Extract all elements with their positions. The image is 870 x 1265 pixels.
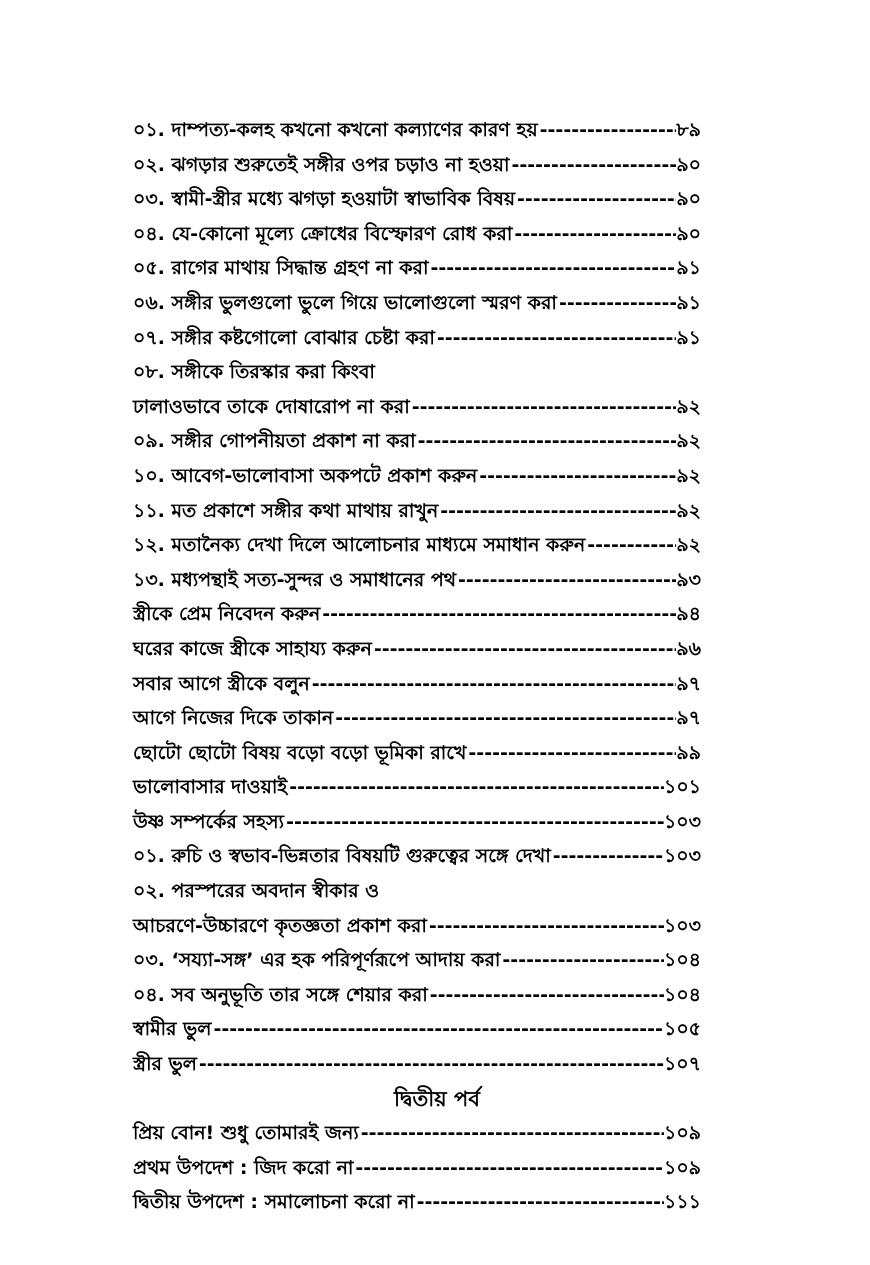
toc-entry-page: ৯১	[676, 257, 701, 280]
dot-leader	[416, 424, 677, 459]
dot-leader	[287, 770, 664, 805]
toc-entry-page: ৯৯	[676, 741, 701, 764]
toc-entry-title: ০৫. রাগের মাথায় সিদ্ধান্ত গ্রহণ না করা	[133, 257, 429, 280]
toc-entry-page: ৯৪	[676, 603, 701, 626]
toc-entry-page: ৯০	[676, 222, 701, 245]
toc-entry-title: ছোটো ছোটো বিষয় বড়ো বড়ো ভূমিকা রাখে	[133, 741, 467, 764]
toc-entry[interactable]	[133, 978, 701, 1013]
toc-entry-page: ৯৩	[676, 568, 701, 591]
dot-leader	[427, 909, 664, 944]
toc-entry[interactable]	[133, 597, 701, 632]
toc-entry-title: স্বামীর ভুল	[133, 1018, 212, 1041]
toc-entry-title: ০১. রুচি ও স্বভাব-ভিন্নতার বিষয়টি গুরুত্বের সঙ্গে দেখা	[133, 845, 551, 868]
toc-entry-title: ০৩. স্বামী-স্ত্রীর মধ্যে ঝগড়া হওয়াটা স্বাভাবিক বিষয়	[133, 188, 516, 211]
dot-leader	[500, 943, 664, 978]
dot-leader	[585, 528, 676, 563]
section-heading: দ্বিতীয় পর্ব	[394, 1086, 480, 1111]
toc-entry-title: ০৬. সঙ্গীর ভুলগুলো ভুলে গিয়ে ভালোগুলো স্মরণ করা	[133, 291, 557, 314]
toc-entry-page: ১০৪	[663, 983, 701, 1006]
toc-entry[interactable]	[133, 770, 701, 805]
toc-entry[interactable]	[133, 321, 701, 356]
toc-entry[interactable]	[133, 459, 701, 494]
toc-entry-page: ৯৭	[676, 672, 701, 695]
table-of-contents	[133, 113, 701, 1220]
dot-leader	[538, 113, 677, 148]
dot-leader	[353, 1151, 664, 1186]
dot-leader	[510, 148, 677, 183]
toc-entry-page: ১০৩	[663, 845, 701, 868]
toc-entry[interactable]	[133, 632, 701, 667]
dot-leader	[477, 459, 676, 494]
dot-leader	[310, 667, 677, 702]
toc-entry-page: ৯৬	[676, 637, 701, 660]
dot-leader	[456, 563, 676, 598]
dot-leader	[557, 286, 676, 321]
toc-entry[interactable]	[133, 390, 701, 425]
toc-entry-page: ৯২	[676, 464, 701, 487]
dot-leader	[333, 701, 676, 736]
toc-entry-page: ১১১	[664, 1191, 701, 1214]
toc-entry-title: ০৯. সঙ্গীর গোপনীয়তা প্রকাশ না করা	[133, 430, 416, 453]
toc-entry-title: স্ত্রীকে প্রেম নিবেদন করুন	[133, 603, 321, 626]
dot-leader	[466, 736, 676, 771]
toc-entry-page: ১০৯	[663, 1122, 701, 1145]
toc-entry[interactable]	[133, 667, 701, 702]
dot-leader	[415, 1185, 664, 1220]
toc-entry[interactable]	[133, 1185, 701, 1220]
toc-entry[interactable]	[133, 251, 701, 286]
toc-entry-title: দ্বিতীয় উপদেশ : সমালোচনা করো না	[133, 1191, 415, 1214]
toc-entry-title: ১০. আবেগ-ভালোবাসা অকপটে প্রকাশ করুন	[133, 464, 478, 487]
dot-leader	[512, 217, 676, 252]
toc-entry-page: ৯২	[676, 534, 701, 557]
toc-entry-title: ১৩. মধ্যপন্থাই সত্য-সুন্দর ও সমাধানের পথ	[133, 568, 457, 591]
dot-leader	[435, 321, 676, 356]
dot-leader	[372, 632, 676, 667]
toc-entry-page: ১০৩	[663, 914, 701, 937]
dot-leader	[428, 978, 664, 1013]
toc-entry-title: আগে নিজের দিকে তাকান	[133, 707, 334, 730]
toc-entry-page: ৯১	[676, 291, 701, 314]
toc-entry-page: ১০৭	[663, 1053, 701, 1076]
toc-entry-title: ০৭. সঙ্গীর কষ্টগোলো বোঝার চেষ্টা করা	[133, 326, 435, 349]
toc-entry[interactable]	[133, 148, 701, 183]
toc-entry-title: ০৪. সব অনুভূতি তার সঙ্গে শেয়ার করা	[133, 983, 428, 1006]
toc-entry[interactable]	[133, 701, 701, 736]
toc-entry-title-first-line[interactable]: ০৮. সঙ্গীকে তিরস্কার করা কিংবা	[133, 361, 375, 384]
toc-entry-title: স্ত্রীর ভুল	[133, 1053, 197, 1076]
toc-entry-page: ৯২	[676, 430, 701, 453]
dot-leader	[359, 1116, 664, 1151]
toc-entry[interactable]	[133, 943, 701, 978]
toc-entry-title: ঢালাওভাবে তাকে দোষারোপ না করা	[133, 395, 410, 418]
toc-entry-title: ১২. মতানৈক্য দেখা দিলে আলোচনার মাধ্যমে সমাধান করুন	[133, 534, 586, 557]
toc-entry[interactable]	[133, 286, 701, 321]
toc-entry-page: ১০১	[663, 776, 701, 799]
dot-leader	[410, 390, 677, 425]
toc-entry[interactable]	[133, 1116, 701, 1151]
toc-entry-page: ১০৯	[663, 1156, 701, 1179]
toc-entry-page: ৯০	[676, 188, 701, 211]
toc-entry[interactable]	[133, 113, 701, 148]
toc-entry-title: প্রথম উপদেশ : জিদ করো না	[133, 1156, 354, 1179]
toc-entry[interactable]	[133, 528, 701, 563]
toc-entry-title: ভালোবাসার দাওয়াই	[133, 776, 288, 799]
toc-entry-page: ৯৭	[676, 707, 701, 730]
toc-entry[interactable]	[133, 1151, 701, 1186]
toc-entry[interactable]	[133, 563, 701, 598]
toc-entry-page: ১০৫	[663, 1018, 701, 1041]
toc-entry-title: উষ্ণ সম্পর্কের সহস্য	[133, 810, 285, 833]
toc-entry-title: প্রিয় বোন! শুধু তোমারই জন্য	[133, 1122, 359, 1145]
toc-entry-title: ১১. মত প্রকাশে সঙ্গীর কথা মাথায় রাখুন	[133, 499, 439, 522]
toc-entry[interactable]	[133, 182, 701, 217]
toc-entry-title: ০২. ঝগড়ার শুরুতেই সঙ্গীর ওপর চড়াও না হওয়া	[133, 153, 510, 176]
toc-entry[interactable]	[133, 909, 701, 944]
toc-entry-page: ৯১	[676, 326, 701, 349]
dot-leader	[515, 182, 676, 217]
toc-entry[interactable]	[133, 424, 701, 459]
dot-leader	[197, 1047, 664, 1082]
dot-leader	[551, 839, 664, 874]
toc-entry-title: আচরণে-উচ্চারণে কৃতজ্ঞতা প্রকাশ করা	[133, 914, 427, 937]
toc-entry-page: ৮৯	[676, 119, 701, 141]
dot-leader	[211, 1012, 664, 1047]
toc-entry[interactable]	[133, 1047, 701, 1082]
dot-leader	[320, 597, 676, 632]
toc-entry-page: ৯২	[676, 499, 701, 522]
toc-entry-title: সবার আগে স্ত্রীকে বলুন	[133, 672, 310, 695]
toc-entry-title: ০১. দাম্পত্য-কলহ কখনো কখনো কল্যাণের কারণ হয়	[133, 119, 538, 141]
toc-entry-title: ঘরের কাজে স্ত্রীকে সাহায্য করুন	[133, 637, 372, 660]
dot-leader	[284, 805, 664, 840]
toc-entry[interactable]	[133, 217, 701, 252]
toc-entry-page: ৯২	[676, 395, 701, 418]
toc-entry-page: ৯০	[676, 153, 701, 176]
toc-entry-page: ১০৩	[663, 810, 701, 833]
toc-entry-title-first-line[interactable]: ০২. পরস্পরের অবদান স্বীকার ও	[133, 880, 380, 903]
toc-entry-title: ০৩. ‘সয্যা-সঙ্গ’ এর হক পরিপূর্ণরূপে আদায় করা	[133, 949, 501, 972]
toc-entry-title: ০৪. যে-কোনো মূল্যে ক্রোধের বিস্ফোরণ রোধ করা	[133, 222, 513, 245]
toc-entry[interactable]	[133, 1012, 701, 1047]
toc-entry[interactable]	[133, 736, 701, 771]
toc-entry[interactable]	[133, 805, 701, 840]
dot-leader	[438, 494, 676, 529]
toc-entry[interactable]	[133, 839, 701, 874]
toc-entry[interactable]	[133, 494, 701, 529]
toc-entry-page: ১০৪	[663, 949, 701, 972]
dot-leader	[429, 251, 677, 286]
